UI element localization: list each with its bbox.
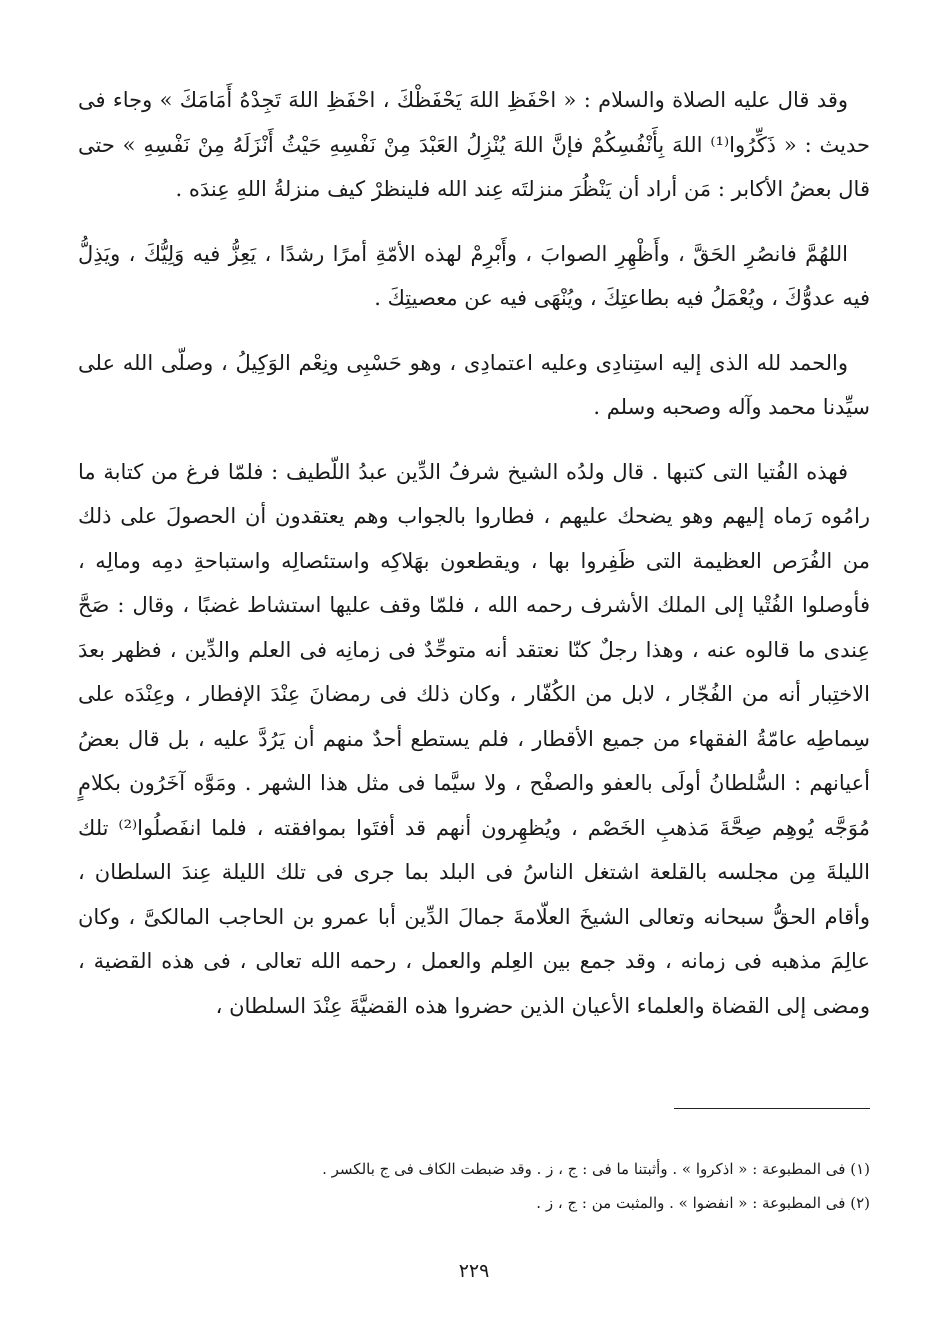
main-text bbox=[78, 78, 870, 1048]
footnote-2: (٢) فى المطبوعة : « انفضوا » . والمثبت من : ج ، ز . bbox=[536, 1194, 870, 1212]
footnote-1: (١) فى المطبوعة : « اذكروا » . وأثبتنا ما فى : ج ، ز . وقد ضبطت الكاف فى ج بالكسر . bbox=[322, 1160, 870, 1178]
page-number: ٢٢٩ bbox=[458, 1260, 490, 1282]
footnotes bbox=[78, 1152, 870, 1220]
paragraph-hadith: وقد قال عليه الصلاة والسلام : « احْفَظِ اللهَ يَحْفَظْكَ ، احْفَظِ اللهَ تَجِدْهُ أَمَامَكَ » وجاء فى حديث : « ذَكِّرُوا⁽¹⁾ اللهَ بِأَنْفُسِكُمْ فإنَّ اللهَ يُنْزِلُ العَبْدَ مِنْ نَفْسِهِ حَيْثُ أَنْزَلَهُ مِنْ نَفْسِهِ » حتى قال بعضُ الأكابر : مَن أراد أن يَنْظُرَ منزلتَه عِند الله فلينظرْ كيف منزلةُ اللهِ عِندَه . bbox=[78, 88, 870, 201]
paragraph-supplication: اللهُمَّ فانصُرِ الحَقَّ ، وأَظْهِرِ الصوابَ ، وأَبْرِمْ لهذه الأمّةِ أمرًا رشدًا ، يَعِزُّ فيه وَلِيُّكَ ، ويَذِلُّ فيه عدوُّكَ ، ويُعْمَلُ فيه بطاعتِكَ ، ويُنْهَى فيه عن معصيتِكَ . bbox=[78, 241, 870, 310]
paragraph-praise: والحمد لله الذى إليه استِنادِى وعليه اعتمادِى ، وهو حَسْبِى ونِعْم الوَكِيلُ ، وصلّى الله على سيِّدنا محمد وآله وصحبه وسلم . bbox=[78, 350, 870, 419]
footnote-divider bbox=[674, 1108, 870, 1109]
paragraph-narrative: فهذه الفُتيا التى كتبها . قال ولدُه الشيخ شرفُ الدِّين عبدُ اللّطيف : فلمّا فرغ من كتابة ما رامُوه رَماه إليهم وهو يضحك عليهم ، فطاروا بالجواب وهم يعتقدون أن الحصولَ على ذلك من الفُرَص العظيمة التى ظَفِروا بها ، ويقطعون بهَلاكِه واستئصالِه واستباحةِ دمِه ومالِه ، فأوصلوا الفُتْيا إلى الملك الأشرف رحمه الله ، فلمّا وقف عليها استشاط غضبًا ، وقال : صَحَّ عِندى ما قالوه عنه ، وهذا رجلٌ كنّا نعتقد أنه متوحِّدٌ فى زمانِه فى العلم والدِّين ، فظهر بعدَ الاختِبار أنه من الفُجّار ، لابل من الكُفّار ، وكان ذلك فى رمضانَ عِنْدَ الإفطار ، وعِنْدَه على سِماطِه عامّةُ الفقهاء من جميع الأقطار ، فلم يستطع أحدٌ منهم أن يَرُدَّ عليه ، بل قال بعضُ أعيانهم : السُّلطانُ أولَى بالعفو والصفْح ، ولا سيَّما فى مثل هذا الشهر . ومَوَّه آخَرُون بكلامٍ مُوَجَّه يُوهِم صِحَّةَ مَذهبِ الخَصْم ، ويُظهِرون أنهم قد أفتَوا بموافقته ، فلما انفَصلُوا⁽²⁾ تلك الليلةَ مِن مجلسه بالقلعة اشتغل الناسُ فى البلد بما جرى فى تلك الليلة عِندَ السلطان ، وأقام الحقُّ سبحانه وتعالى الشيخَ العلّامةَ جمالَ الدِّين أبا عمرو بن الحاجب المالكىَّ ، وكان عالِمَ مذهبه فى زمانه ، وقد جمع بين العِلم والعمل ، رحمه الله تعالى ، فى هذه القضية ، ومضى إلى القضاة والعلماء الأعيان الذين حضروا هذه القضيَّةَ عِنْدَ السلطان ، bbox=[78, 459, 870, 1018]
